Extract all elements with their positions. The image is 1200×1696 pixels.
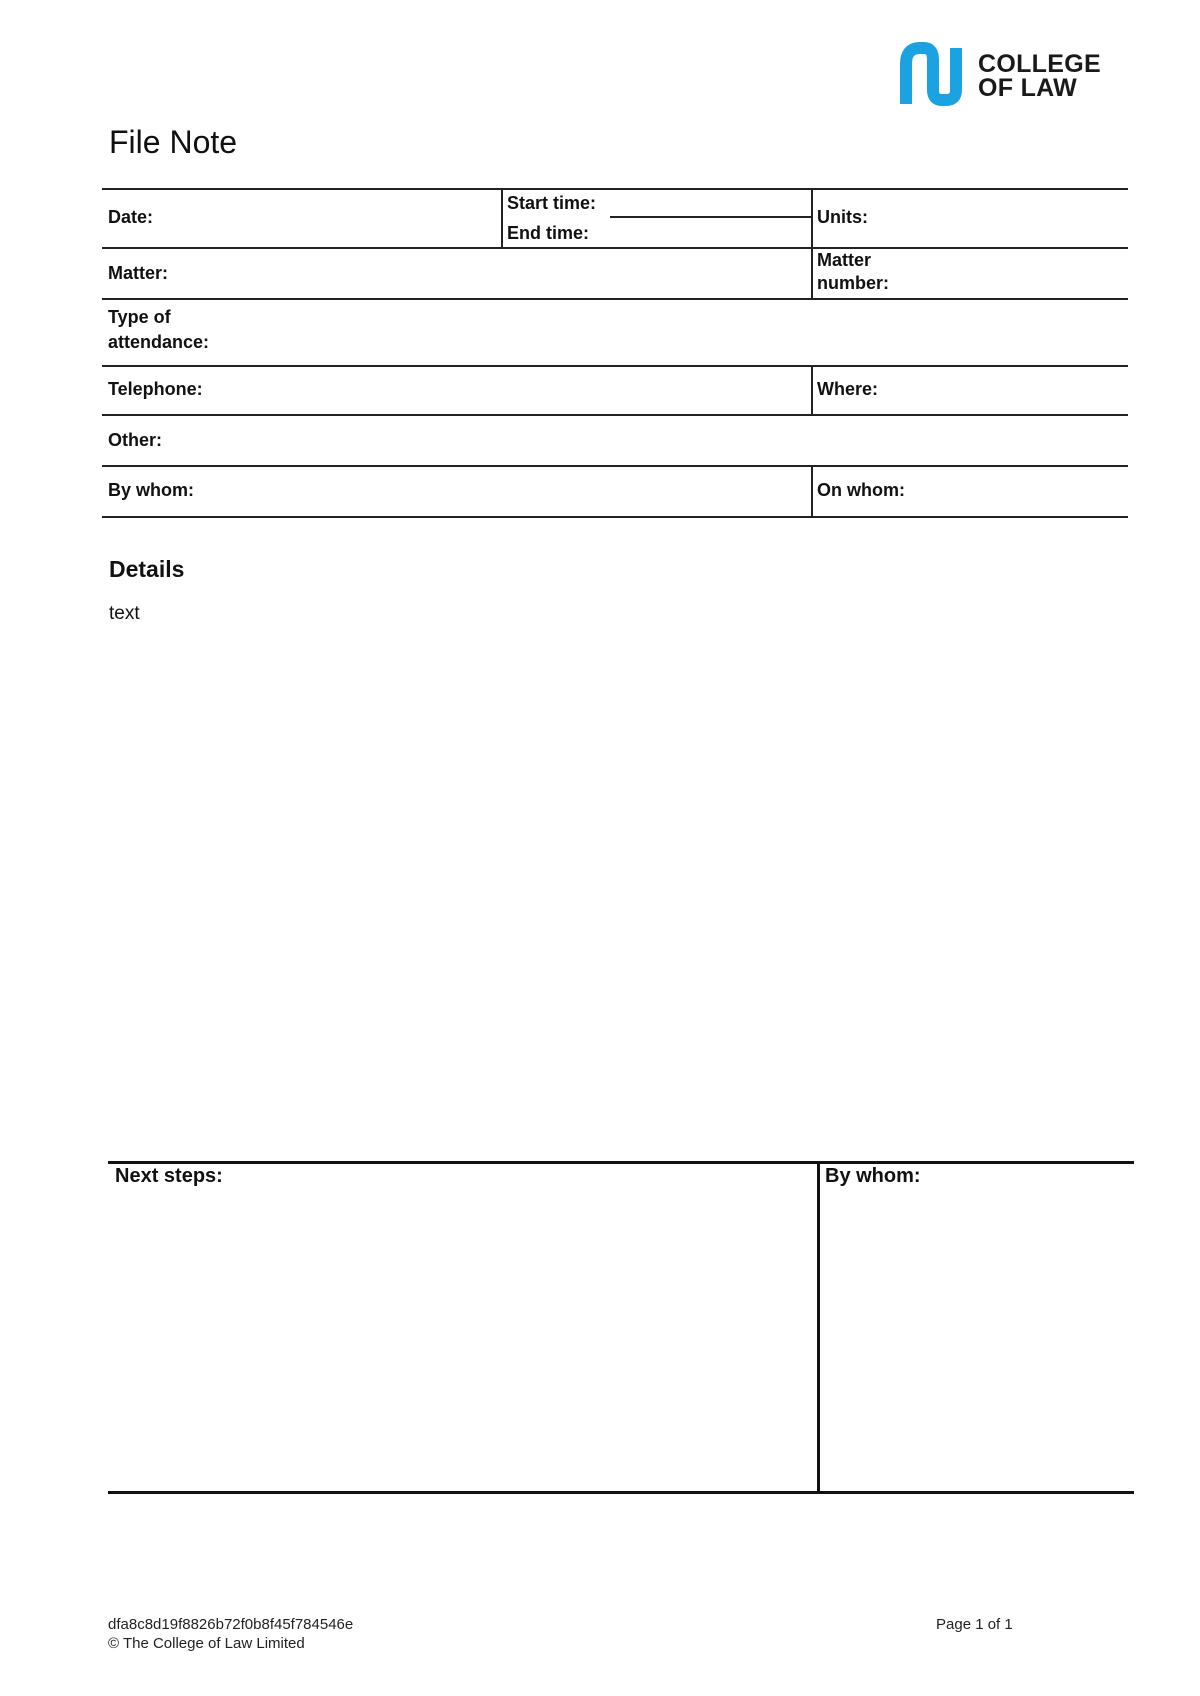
form-row1-rule xyxy=(102,247,1128,249)
other-label: Other: xyxy=(108,430,162,450)
where-label: Where: xyxy=(817,379,879,399)
form-row3-rule xyxy=(102,365,1128,367)
page-title: File Note xyxy=(109,124,238,160)
next-steps-divider xyxy=(817,1161,820,1492)
form-row2-rule xyxy=(102,298,1128,300)
details-body[interactable]: text xyxy=(109,603,140,624)
college-of-law-logo xyxy=(898,42,1118,112)
start-time-label: Start time: xyxy=(507,193,597,213)
logo-line-2: OF LAW xyxy=(978,74,1078,102)
form-row5-rule xyxy=(102,465,1128,467)
footer-copyright: © The College of Law Limited xyxy=(108,1635,305,1652)
attendance-type-label-line1: Type of xyxy=(108,307,171,327)
units-label: Units: xyxy=(817,207,868,227)
date-time-divider xyxy=(501,188,503,247)
form-bottom-rule xyxy=(102,516,1128,518)
matter-number-label-line2: number: xyxy=(817,273,889,293)
telephone-label: Telephone: xyxy=(108,379,203,399)
attendance-type-label-line2: attendance: xyxy=(108,332,210,352)
matter-label: Matter: xyxy=(108,263,169,283)
by-whom-label: By whom: xyxy=(108,480,195,500)
footer-document-id: dfa8c8d19f8826b72f0b8f45f784546e xyxy=(108,1616,354,1633)
logo-line-1: COLLEGE xyxy=(978,50,1101,78)
details-heading: Details xyxy=(109,556,185,582)
next-steps-bottom-rule xyxy=(108,1491,1134,1494)
form-top-rule xyxy=(102,188,1128,190)
time-units-divider xyxy=(811,188,813,247)
date-label: Date: xyxy=(108,207,154,227)
form-row4-rule xyxy=(102,414,1128,416)
next-steps-by-whom-label: By whom: xyxy=(825,1165,921,1187)
matter-number-label-line1: Matter xyxy=(817,250,872,270)
next-steps-label: Next steps: xyxy=(115,1165,223,1187)
bywhom-onwhom-divider xyxy=(811,465,813,516)
matter-number-divider xyxy=(811,247,813,298)
next-steps-top-rule xyxy=(108,1161,1134,1164)
end-time-label: End time: xyxy=(507,223,590,243)
telephone-where-divider xyxy=(811,365,813,414)
time-divider-rule xyxy=(610,216,812,218)
college-of-law-logo-mark-icon xyxy=(898,42,968,112)
on-whom-label: On whom: xyxy=(817,480,905,500)
footer-page-number: Page 1 of 1 xyxy=(936,1616,1013,1633)
